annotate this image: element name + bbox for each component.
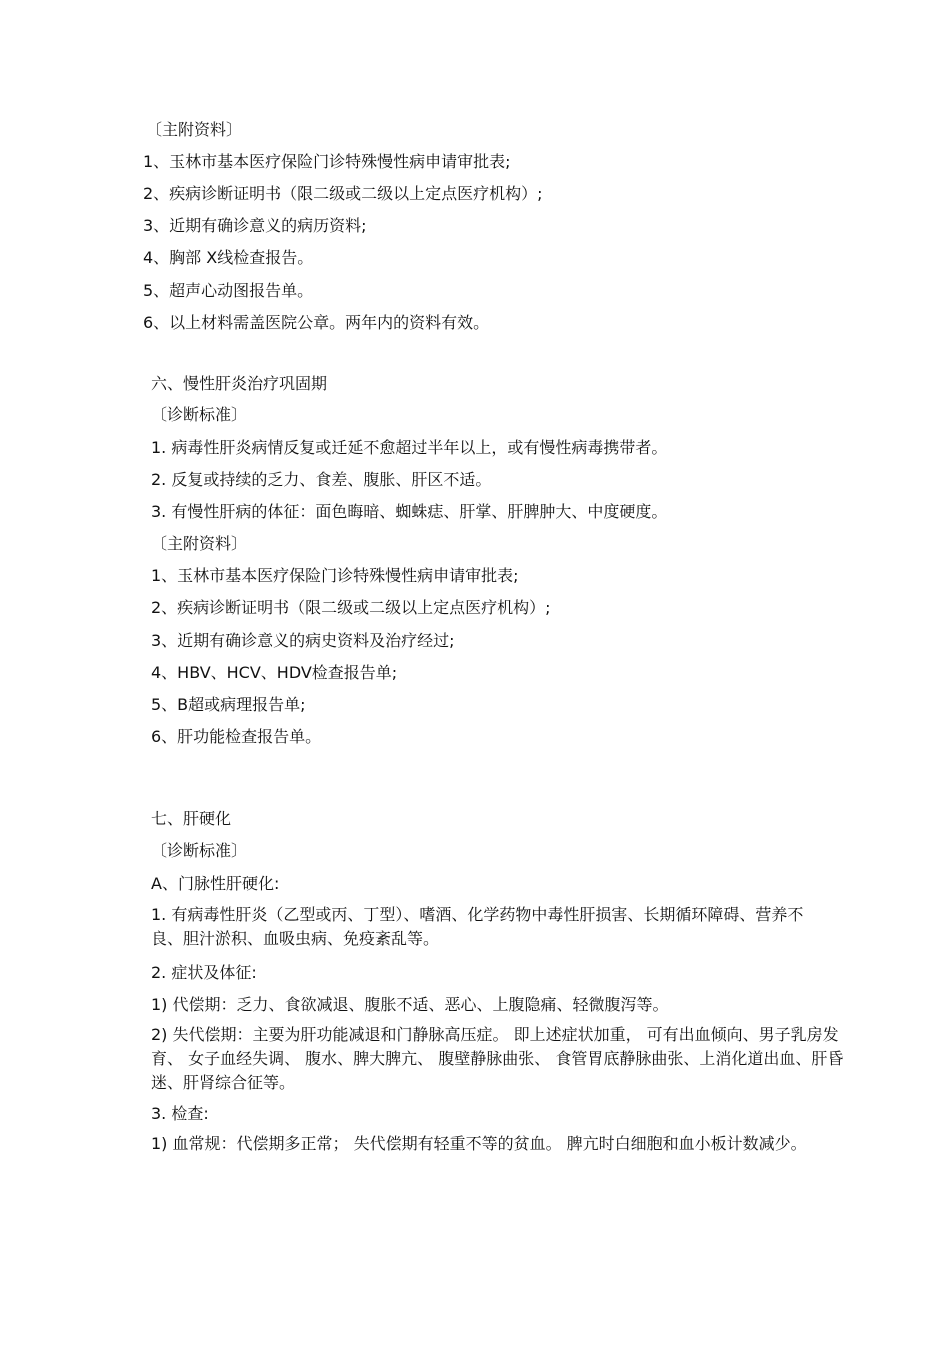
section6-criteria-heading: 〔诊断标准〕 xyxy=(151,405,248,424)
section6-criteria-item-3: 3. 有慢性肝病的体征：面色晦暗、蜘蛛痣、肝掌、肝脾肿大、中度硬度。 xyxy=(151,502,668,521)
section7-item-2-1: 1) 代偿期：乏力、食欲减退、腹胀不适、恶心、上腹隐痛、轻微腹泻等。 xyxy=(151,995,669,1014)
section7-item-2-2: 2) 失代偿期：主要为肝功能减退和门静脉高压症。 即上述症状加重， 可有出血倾向、男子乳房发育、 女子血经失调、 腹水、脾大脾亢、 腹壁静脉曲张、 食管胃底静脉曲张、上消化道出血、肝昏迷、肝肾综合征等。 xyxy=(151,1025,844,1092)
section6-materials-heading: 〔主附资料〕 xyxy=(151,534,248,553)
section7-item-1: 1. 有病毒性肝炎（乙型或丙、丁型）、嗜酒、化学药物中毒性肝损害、长期循环障碍、营养不良、胆汁淤积、血吸虫病、免疫紊乱等。 xyxy=(151,905,804,948)
section5-material-item-6: 6、以上材料需盖医院公章。两年内的资料有效。 xyxy=(143,313,490,332)
section5-material-item-1: 1、玉林市基本医疗保险门诊特殊慢性病申请审批表; xyxy=(143,152,511,171)
section5-material-item-5: 5、超声心动图报告单。 xyxy=(143,281,314,300)
section6-material-item-6: 6、肝功能检查报告单。 xyxy=(151,727,322,746)
section6-material-item-1: 1、玉林市基本医疗保险门诊特殊慢性病申请审批表; xyxy=(151,566,519,585)
section7-item-2: 2. 症状及体征: xyxy=(151,963,257,982)
section7-item-3-1: 1) 血常规：代偿期多正常； 失代偿期有轻重不等的贫血。 脾亢时白细胞和血小板计数减少。 xyxy=(151,1134,807,1153)
section5-material-item-3: 3、近期有确诊意义的病历资料; xyxy=(143,216,367,235)
section5-material-item-2: 2、疾病诊断证明书（限二级或二级以上定点医疗机构）; xyxy=(143,184,543,203)
section7-subheading-a: A、门脉性肝硬化: xyxy=(151,874,280,893)
section6-criteria-item-2: 2. 反复或持续的乏力、食差、腹胀、肝区不适。 xyxy=(151,470,492,489)
section6-criteria-item-1: 1. 病毒性肝炎病情反复或迁延不愈超过半年以上，或有慢性病毒携带者。 xyxy=(151,438,668,457)
section7-item-3: 3. 检查: xyxy=(151,1104,209,1123)
section6-material-item-5: 5、B超或病理报告单; xyxy=(151,695,306,714)
section6-material-item-3: 3、近期有确诊意义的病史资料及治疗经过; xyxy=(151,631,455,650)
section7-title: 七、肝硬化 xyxy=(151,809,232,828)
section5-material-item-4: 4、胸部 X线检查报告。 xyxy=(143,248,314,267)
section6-material-item-4: 4、HBV、HCV、HDV检查报告单; xyxy=(151,663,398,682)
section6-title: 六、慢性肝炎治疗巩固期 xyxy=(151,374,328,393)
section5-materials-heading: 〔主附资料〕 xyxy=(146,120,243,139)
section7-criteria-heading: 〔诊断标准〕 xyxy=(151,841,248,860)
section6-material-item-2: 2、疾病诊断证明书（限二级或二级以上定点医疗机构）; xyxy=(151,598,551,617)
